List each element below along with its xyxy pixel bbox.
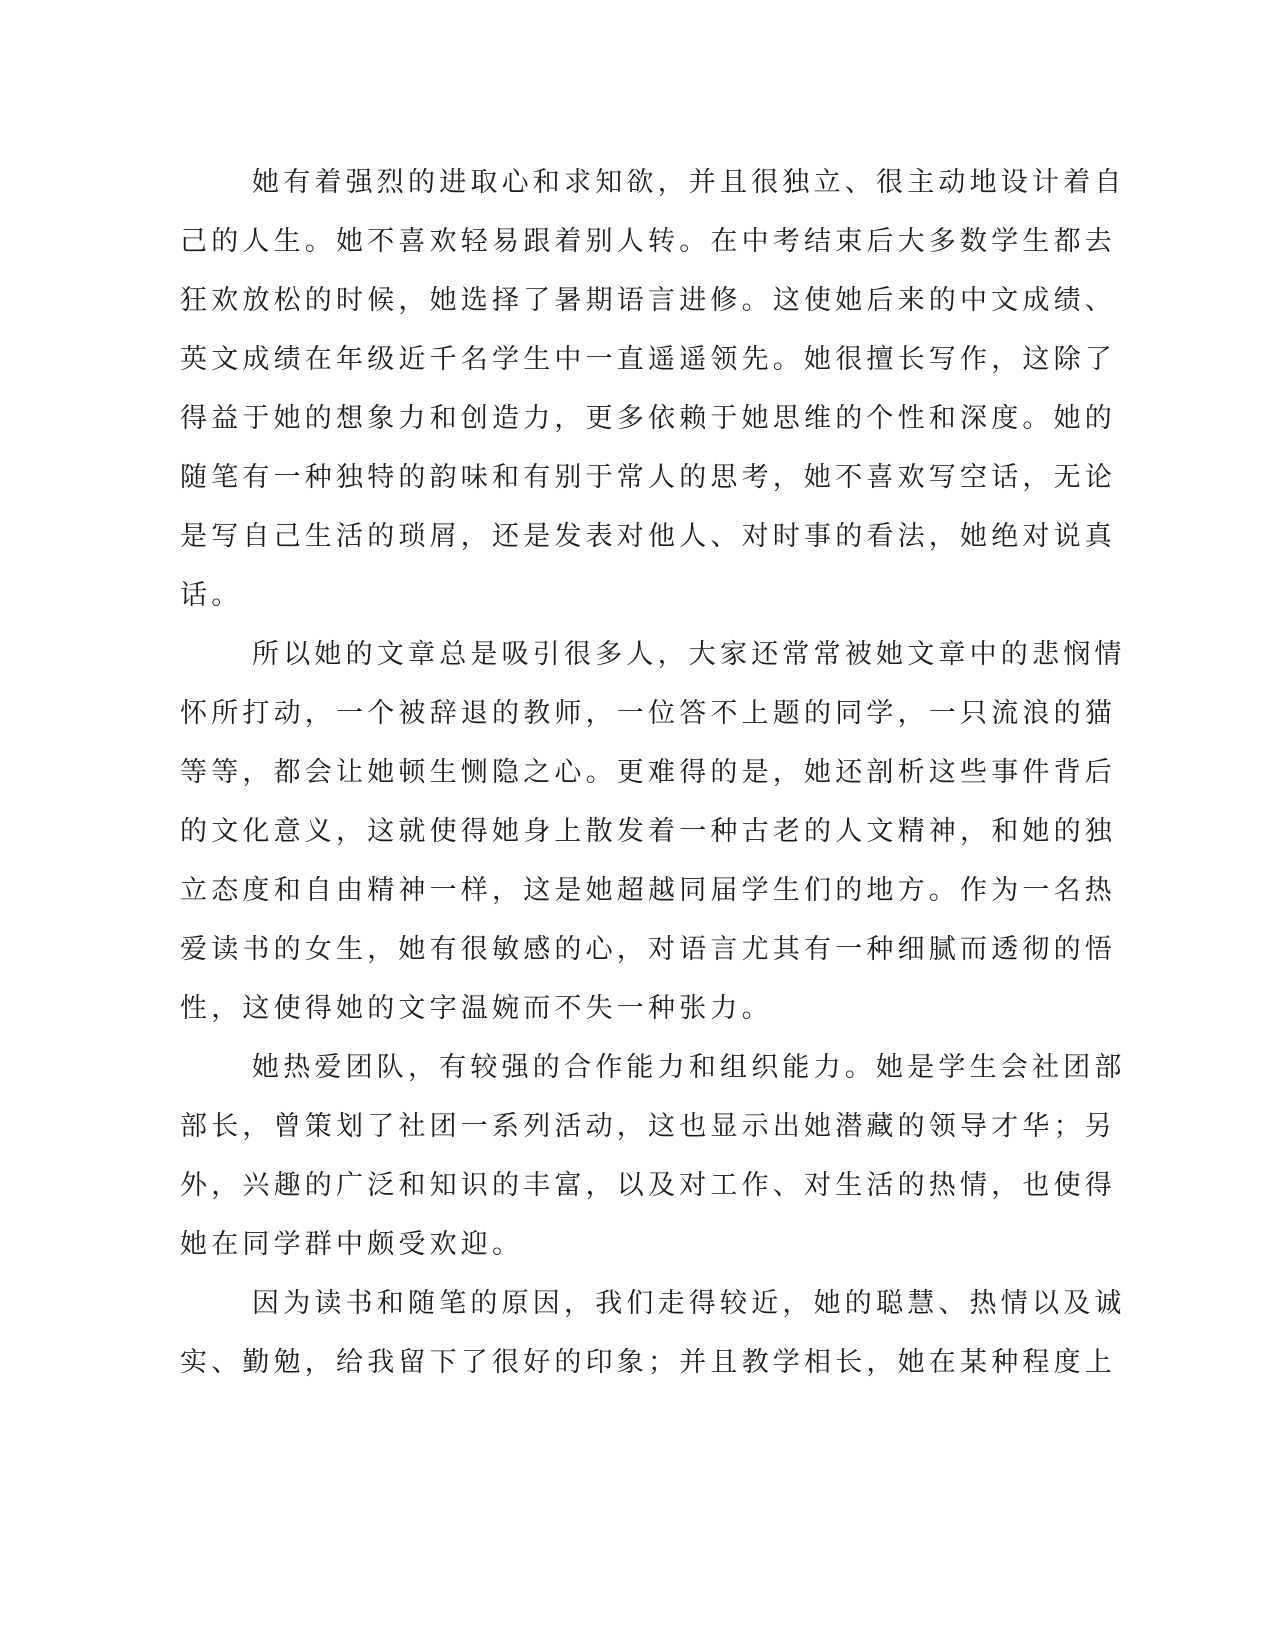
paragraph-line: 等等，都会让她顿生恻隐之心。更难得的是，她还剖析这些事件背后 (180, 757, 1116, 788)
paragraph-line: 话。 (180, 580, 243, 611)
paragraph-line: 随笔有一种独特的韵味和有别于常人的思考，她不喜欢写空话，无论 (180, 462, 1116, 493)
paragraph-line: 己的人生。她不喜欢轻易跟着别人转。在中考结束后大多数学生都去 (180, 226, 1116, 257)
paragraph-line: 得益于她的想象力和创造力，更多依赖于她思维的个性和深度。她的 (180, 403, 1116, 434)
paragraph-line: 外，兴趣的广泛和知识的丰富，以及对工作、对生活的热情，也使得 (180, 1170, 1116, 1201)
paragraph-line: 的文化意义，这就使得她身上散发着一种古老的人文精神，和她的独 (180, 816, 1116, 847)
paragraph-line: 是写自己生活的琐屑，还是发表对他人、对时事的看法，她绝对说真 (180, 521, 1116, 552)
paragraph-line: 所以她的文章总是吸引很多人，大家还常常被她文章中的悲悯情 (252, 639, 1126, 670)
paragraph-line: 狂欢放松的时候，她选择了暑期语言进修。这使她后来的中文成绩、 (180, 285, 1116, 316)
paragraph-line: 因为读书和随笔的原因，我们走得较近，她的聪慧、热情以及诚 (252, 1288, 1126, 1319)
paragraph-line: 立态度和自由精神一样，这是她超越同届学生们的地方。作为一名热 (180, 875, 1116, 906)
paragraph-line: 她有着强烈的进取心和求知欲，并且很独立、很主动地设计着自 (252, 167, 1126, 198)
paragraph-line: 英文成绩在年级近千名学生中一直遥遥领先。她很擅长写作，这除了 (180, 344, 1116, 375)
paragraph-line: 性，这使得她的文字温婉而不失一种张力。 (180, 993, 773, 1024)
paragraph-line: 实、勤勉，给我留下了很好的印象；并且教学相长，她在某种程度上 (180, 1347, 1116, 1378)
paragraph-line: 爱读书的女生，她有很敏感的心，对语言尤其有一种细腻而透彻的悟 (180, 934, 1116, 965)
paragraph-line: 部长，曾策划了社团一系列活动，这也显示出她潜藏的领导才华；另 (180, 1111, 1116, 1142)
paragraph-line: 怀所打动，一个被辞退的教师，一位答不上题的同学，一只流浪的猫 (180, 698, 1116, 729)
paragraph-line: 她热爱团队，有较强的合作能力和组织能力。她是学生会社团部 (252, 1052, 1126, 1083)
paragraph-line: 她在同学群中颇受欢迎。 (180, 1229, 524, 1260)
